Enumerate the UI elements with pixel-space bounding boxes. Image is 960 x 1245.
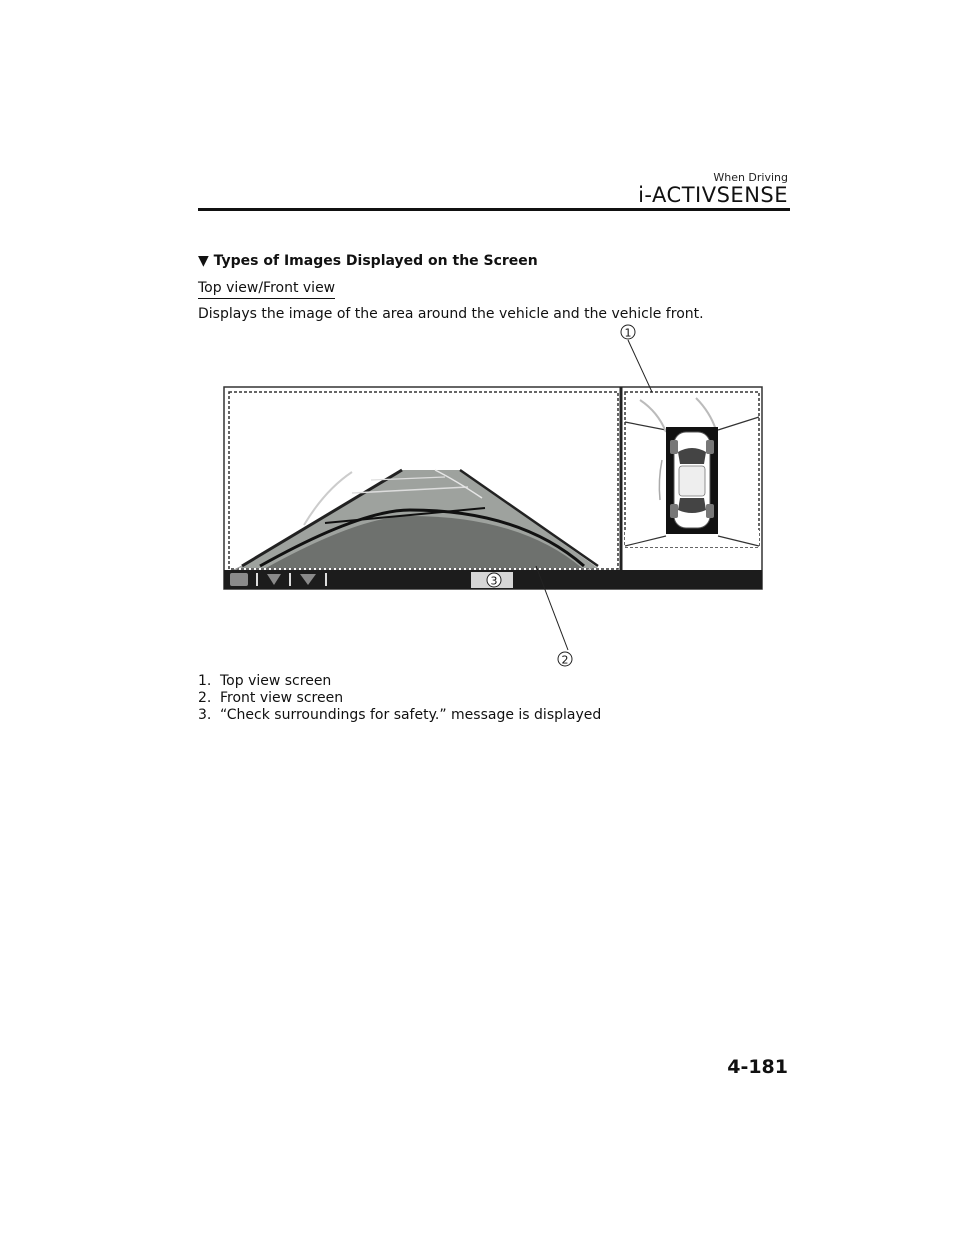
section-title: i-ACTIVSENSE [638,183,788,207]
legend-number: 3. [198,707,212,723]
legend-item [198,707,601,724]
callout-3 [487,573,501,588]
header-divider [198,208,790,211]
svg-text:3: 3 [490,574,498,588]
legend-number: 2. [198,690,212,706]
intro-text: Displays the image of the area around the vehicle and the vehicle front. [198,306,704,322]
svg-text:2: 2 [561,653,569,667]
legend-text: Front view screen [220,690,344,706]
camera-switch-icon [230,573,248,586]
callout-1 [621,325,635,340]
section-heading: ▼ Types of Images Displayed on the Screen [198,253,538,269]
figure-legend [198,673,601,724]
legend-item [198,690,601,707]
camera-view-figure [220,320,780,680]
legend-number: 1. [198,673,212,689]
legend-text: Top view screen [220,673,332,689]
legend-item [198,673,601,690]
chapter-label: When Driving [713,171,788,184]
sub-heading: Top view/Front view [198,280,335,299]
page-number: 4-181 [727,1056,788,1078]
legend-text: “Check surroundings for safety.” message is displayed [220,707,602,723]
callout-2 [558,652,572,667]
svg-text:1: 1 [624,326,632,340]
callout-1-leader [628,340,652,392]
car-icon [670,432,714,528]
